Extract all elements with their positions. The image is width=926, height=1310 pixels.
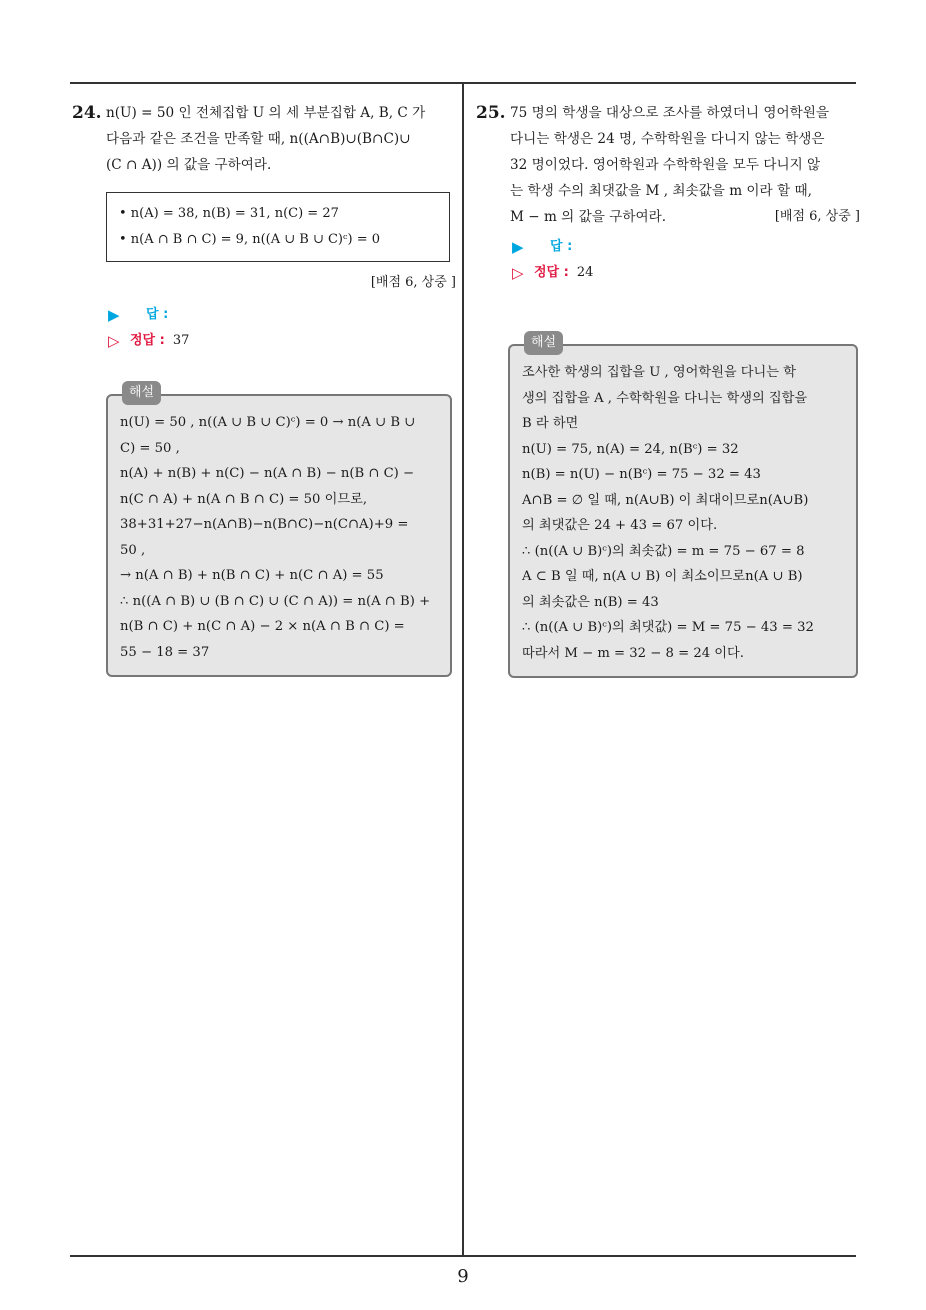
- solution-line: ∴ (n((A ∪ B)ᶜ)의 최솟값) = m = 75 − 67 = 8: [522, 543, 805, 559]
- question-text-line: 다니는 학생은 24 명, 수학학원을 다니지 않는 학생은: [510, 131, 825, 147]
- solution-tag: 해설: [122, 381, 161, 405]
- solution-line: 55 − 18 = 37: [120, 644, 210, 660]
- question-text-line: n(U) = 50 인 전체집합 U 의 세 부분집합 A, B, C 가: [106, 105, 426, 121]
- solution-line: B 라 하면: [522, 416, 579, 431]
- solution-line: n(B) = n(U) − n(Bᶜ) = 75 − 32 = 43: [522, 467, 761, 482]
- condition-item: • n(A) = 38, n(B) = 31, n(C) = 27: [119, 206, 339, 221]
- correct-answer-label: 정답 :: [534, 265, 569, 280]
- solution-line: 의 최솟값은 n(B) = 43: [522, 594, 659, 610]
- solution-line: C) = 50 ,: [120, 440, 180, 456]
- score-label: [배점 6, 상중 ]: [774, 209, 860, 224]
- question-text-line: 32 명이었다. 영어학원과 수학학원을 모두 다니지 않: [510, 157, 821, 173]
- solution-line: ∴ (n((A ∪ B)ᶜ)의 최댓값) = M = 75 − 43 = 32: [522, 620, 814, 635]
- answer-line: [108, 302, 456, 328]
- outline-triangle-icon: ▷: [512, 264, 524, 282]
- solution-line: 의 최댓값은 24 + 43 = 67 이다.: [522, 518, 718, 533]
- question-text-line: 75 명의 학생을 대상으로 조사를 하였더니 영어학원을: [510, 105, 829, 121]
- question-number: 25.: [476, 103, 506, 123]
- question-text-line: 다음과 같은 조건을 만족할 때, n((A∩B)∪(B∩C)∪: [106, 131, 411, 147]
- solution-line: 조사한 학생의 집합을 U , 영어학원을 다니는 학: [522, 365, 796, 380]
- page-number: 9: [457, 1266, 469, 1287]
- question-text-line: (C ∩ A)) 의 값을 구하여라.: [106, 157, 272, 173]
- condition-item: • n(A ∩ B ∩ C) = 9, n((A ∪ B ∪ C)ᶜ) = 0: [119, 232, 381, 247]
- solution-box: [508, 344, 858, 678]
- play-triangle-icon: ▶: [512, 238, 524, 256]
- correct-answer-label: 정답 :: [130, 333, 165, 348]
- question-text: [510, 100, 860, 230]
- correct-answer-value: 24: [576, 265, 594, 280]
- solution-line: n(C ∩ A) + n(A ∩ B ∩ C) = 50 이므로,: [120, 491, 368, 507]
- solution-panel: [106, 385, 452, 677]
- question-text-line: M − m 의 값을 구하여라.: [510, 209, 667, 225]
- correct-answer-line: [108, 328, 456, 354]
- solution-line: n(U) = 50 , n((A ∪ B ∪ C)ᶜ) = 0 → n(A ∪ B ∪: [120, 415, 416, 430]
- answer-label: 답 :: [146, 307, 169, 322]
- question-25-header: [476, 100, 860, 230]
- question-25: [476, 100, 860, 678]
- answer-line: [512, 234, 860, 260]
- solution-panel: [508, 335, 858, 678]
- solution-line: A ⊂ B 일 때, n(A ∪ B) 이 최소이므로n(A ∪ B): [522, 569, 803, 584]
- footer-rule: [70, 1255, 856, 1257]
- solution-line: n(B ∩ C) + n(C ∩ A) − 2 × n(A ∩ B ∩ C) =: [120, 619, 405, 634]
- question-text-line: 는 학생 수의 최댓값을 M , 최솟값을 m 이라 할 때,: [510, 183, 812, 199]
- solution-line: n(U) = 75, n(A) = 24, n(Bᶜ) = 32: [522, 441, 739, 457]
- solution-box: [106, 394, 452, 677]
- correct-answer-value: 37: [172, 333, 190, 348]
- solution-line: 50 ,: [120, 542, 146, 558]
- question-text: [106, 100, 456, 178]
- solution-line: A∩B = ∅ 일 때, n(A∪B) 이 최대이므로n(A∪B): [522, 492, 809, 508]
- question-24: [72, 100, 456, 677]
- column-divider: [462, 82, 464, 1256]
- question-number: 24.: [72, 103, 102, 123]
- question-24-header: [72, 100, 456, 178]
- play-triangle-icon: ▶: [108, 306, 120, 324]
- condition-box: [106, 192, 450, 262]
- solution-line: 생의 집합을 A , 수학학원을 다니는 학생의 집합을: [522, 390, 808, 406]
- answer-label: 답 :: [550, 239, 573, 254]
- solution-line: 38+31+27−n(A∩B)−n(B∩C)−n(C∩A)+9 =: [120, 517, 409, 532]
- correct-answer-line: [512, 260, 860, 286]
- solution-tag: 해설: [524, 331, 563, 355]
- solution-line: n(A) + n(B) + n(C) − n(A ∩ B) − n(B ∩ C) −: [120, 466, 415, 481]
- outline-triangle-icon: ▷: [108, 332, 120, 350]
- solution-line: ∴ n((A ∩ B) ∪ (B ∩ C) ∪ (C ∩ A)) = n(A ∩ B) +: [120, 593, 431, 609]
- score-label: [배점 6, 상중 ]: [370, 275, 456, 290]
- question-text-last-row: [510, 204, 860, 230]
- solution-line: → n(A ∩ B) + n(B ∩ C) + n(C ∩ A) = 55: [120, 568, 384, 583]
- solution-line: 따라서 M − m = 32 − 8 = 24 이다.: [522, 645, 744, 661]
